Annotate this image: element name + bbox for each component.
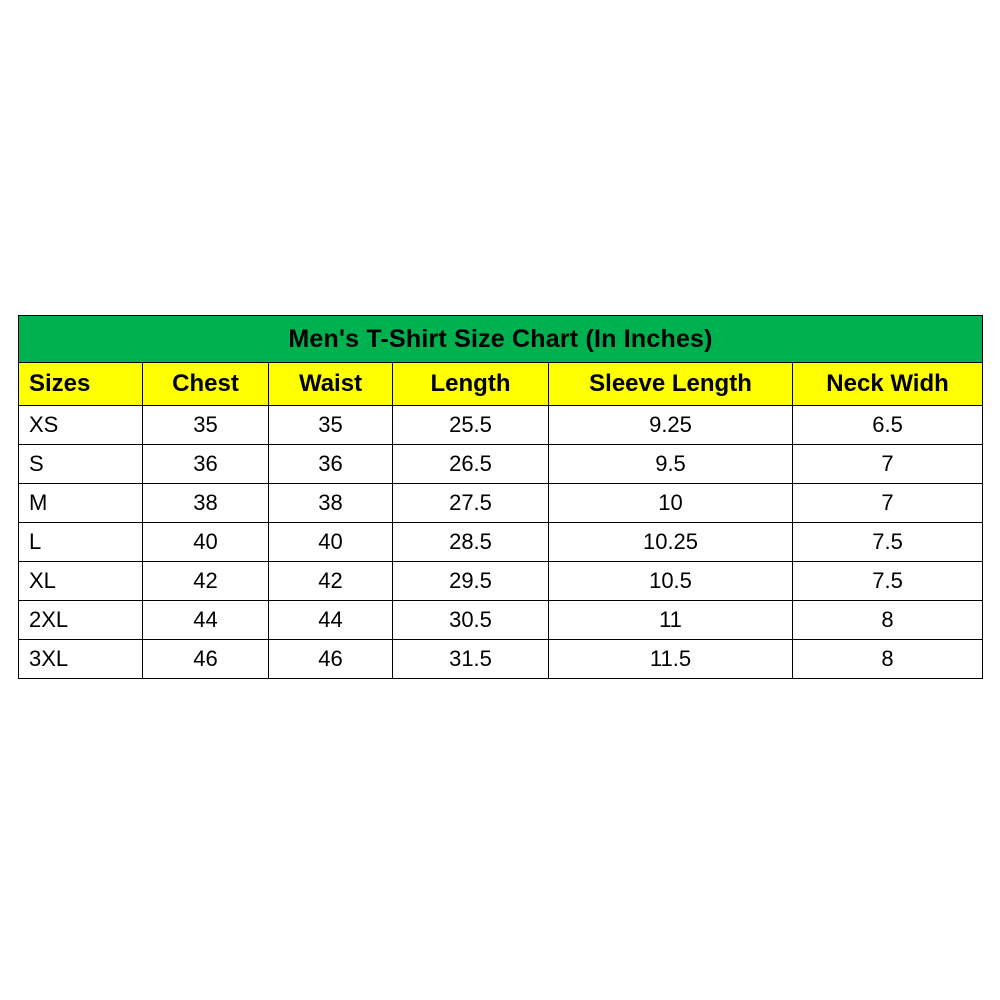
cell-length: 27.5 xyxy=(393,484,549,523)
cell-neck-width: 7 xyxy=(793,484,983,523)
table-row xyxy=(19,640,983,679)
cell-sleeve-length: 10.5 xyxy=(549,562,793,601)
cell-chest: 46 xyxy=(143,640,269,679)
cell-length: 31.5 xyxy=(393,640,549,679)
cell-neck-width: 7.5 xyxy=(793,562,983,601)
cell-sleeve-length: 11 xyxy=(549,601,793,640)
chart-title: Men's T-Shirt Size Chart (In Inches) xyxy=(19,316,983,363)
cell-neck-width: 7 xyxy=(793,445,983,484)
cell-chest: 38 xyxy=(143,484,269,523)
cell-length: 29.5 xyxy=(393,562,549,601)
cell-chest: 40 xyxy=(143,523,269,562)
column-header-neck-width: Neck Widh xyxy=(793,363,983,406)
size-chart-container xyxy=(18,315,982,679)
table-header-row xyxy=(19,363,983,406)
cell-waist: 42 xyxy=(269,562,393,601)
cell-size: L xyxy=(19,523,143,562)
cell-neck-width: 6.5 xyxy=(793,406,983,445)
cell-sleeve-length: 9.25 xyxy=(549,406,793,445)
table-row xyxy=(19,523,983,562)
table-row xyxy=(19,406,983,445)
table-row xyxy=(19,562,983,601)
cell-waist: 38 xyxy=(269,484,393,523)
cell-size: S xyxy=(19,445,143,484)
cell-waist: 46 xyxy=(269,640,393,679)
cell-length: 30.5 xyxy=(393,601,549,640)
mens-tshirt-size-chart-table xyxy=(18,315,983,679)
cell-size: 3XL xyxy=(19,640,143,679)
table-row xyxy=(19,484,983,523)
cell-chest: 44 xyxy=(143,601,269,640)
cell-waist: 36 xyxy=(269,445,393,484)
cell-length: 25.5 xyxy=(393,406,549,445)
cell-neck-width: 7.5 xyxy=(793,523,983,562)
cell-chest: 42 xyxy=(143,562,269,601)
column-header-chest: Chest xyxy=(143,363,269,406)
cell-sleeve-length: 11.5 xyxy=(549,640,793,679)
cell-sleeve-length: 10.25 xyxy=(549,523,793,562)
cell-waist: 35 xyxy=(269,406,393,445)
cell-length: 26.5 xyxy=(393,445,549,484)
cell-neck-width: 8 xyxy=(793,601,983,640)
cell-waist: 44 xyxy=(269,601,393,640)
cell-chest: 35 xyxy=(143,406,269,445)
cell-size: M xyxy=(19,484,143,523)
cell-sleeve-length: 9.5 xyxy=(549,445,793,484)
cell-length: 28.5 xyxy=(393,523,549,562)
cell-size: XS xyxy=(19,406,143,445)
cell-neck-width: 8 xyxy=(793,640,983,679)
cell-sleeve-length: 10 xyxy=(549,484,793,523)
cell-size: 2XL xyxy=(19,601,143,640)
table-row xyxy=(19,445,983,484)
table-row xyxy=(19,601,983,640)
cell-size: XL xyxy=(19,562,143,601)
cell-chest: 36 xyxy=(143,445,269,484)
table-title-row xyxy=(19,316,983,363)
cell-waist: 40 xyxy=(269,523,393,562)
column-header-waist: Waist xyxy=(269,363,393,406)
column-header-sizes: Sizes xyxy=(19,363,143,406)
column-header-length: Length xyxy=(393,363,549,406)
column-header-sleeve-length: Sleeve Length xyxy=(549,363,793,406)
